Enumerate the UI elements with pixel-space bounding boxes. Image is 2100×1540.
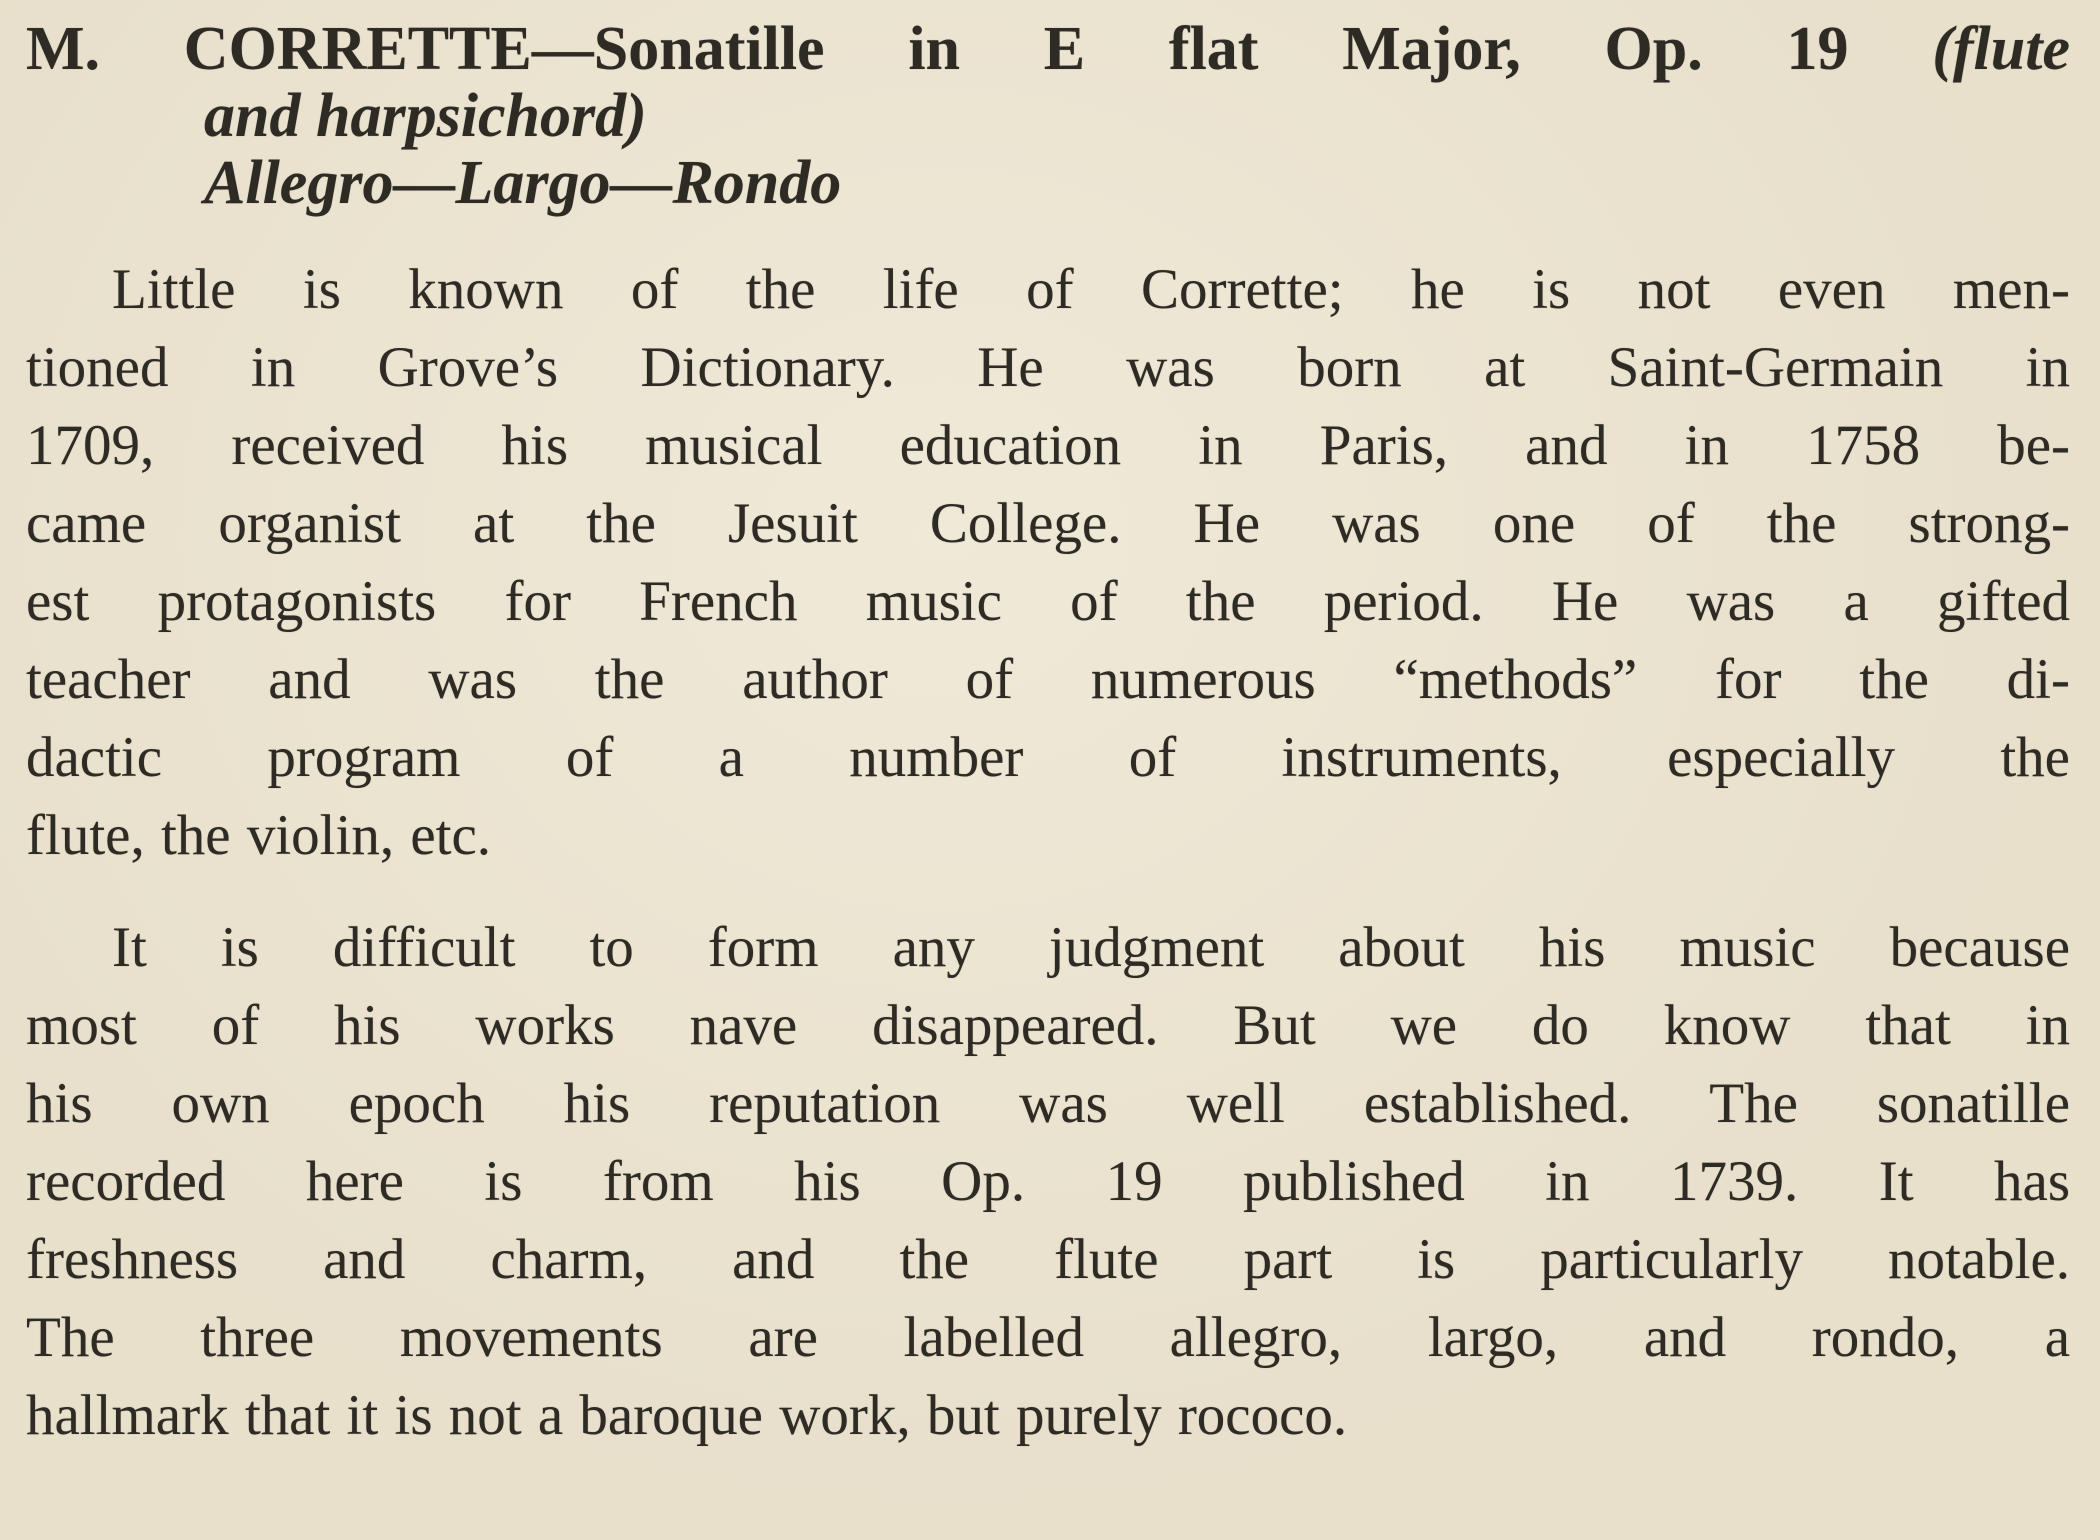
title-instrumentation-start: (flute — [1932, 15, 2070, 83]
body-line: teacher and was the author of numerous “methods” for the di- — [26, 648, 2070, 711]
body-line: 1709, received his musical education in Paris, and in 1758 be- — [26, 414, 2070, 477]
body-line: his own epoch his reputation was well established. The sonatille — [26, 1072, 2070, 1135]
body-line: recorded here is from his Op. 19 published in 1739. It has — [26, 1150, 2070, 1213]
title-line-1 — [26, 16, 2070, 83]
body-line: most of his works nave disappeared. But we do know that in — [26, 994, 2070, 1057]
body-line: It is difficult to form any judgment about his music because — [112, 916, 2070, 979]
paragraph-music-commentary — [26, 909, 2070, 1455]
body-line: The three movements are labelled allegro, largo, and rondo, a — [26, 1306, 2070, 1369]
body-line: came organist at the Jesuit College. He was one of the strong- — [26, 492, 2070, 555]
work-title — [26, 16, 2070, 217]
title-movements: Allegro—Largo—Rondo — [204, 149, 842, 217]
body-line: flute, the violin, etc. — [26, 804, 492, 867]
body-line: Little is known of the life of Corrette; he is not even men- — [112, 258, 2070, 321]
title-line-2: and harpsichord) — [204, 82, 647, 150]
title-composer-and-work: M. CORRETTE—Sonatille in E flat Major, Op. 19 — [26, 15, 1849, 83]
body-line: est protagonists for French music of the period. He was a gifted — [26, 570, 2070, 633]
body-line: dactic program of a number of instruments, especially the — [26, 726, 2070, 789]
body-line: freshness and charm, and the flute part is particularly notable. — [26, 1228, 2070, 1291]
body-line: hallmark that it is not a baroque work, but purely rococo. — [26, 1384, 1348, 1447]
paragraph-biography — [26, 251, 2070, 875]
body-line: tioned in Grove’s Dictionary. He was born at Saint-Germain in — [26, 336, 2070, 399]
